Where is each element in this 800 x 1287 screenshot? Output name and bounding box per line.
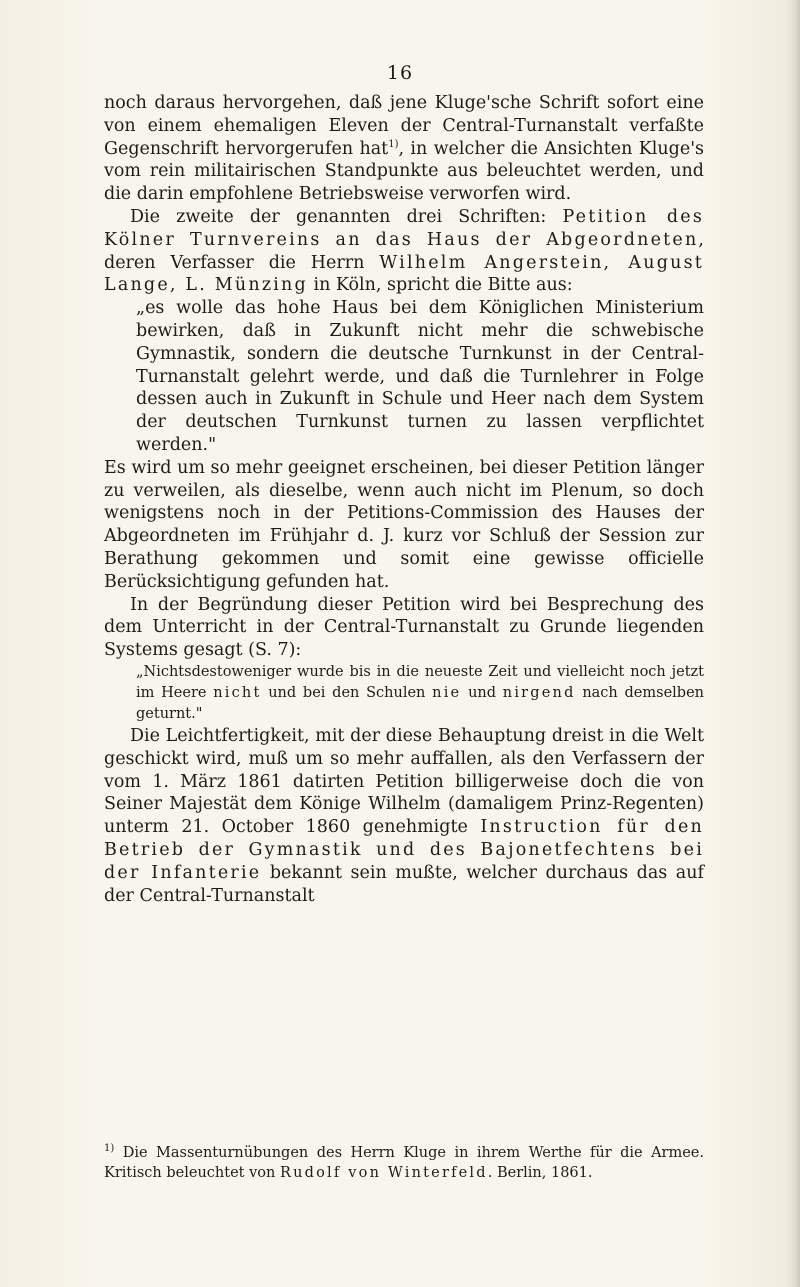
instruction-title: Instruction für den Betrieb der Gymnastik und des Bajonetfechtens bei der Infanterie [104,817,704,883]
petition-quote: „es wolle das hohe Haus bei dem Königlichen Ministerium bewirken, daß in Zukunft nicht mehr die schwebische Gymnastik, sondern die deutsche Turnkunst in der Central-Turnanstalt gelehrt werde, und daß die Turnlehrer in Folge dessen auch in Zukunft in Schule und Heer nach dem System der deutschen Turnkunst turnen zu lassen verpflichtet werden." [136,298,704,455]
paragraph-1-text: noch daraus hervorgehen, daß jene Kluge'sche Schrift sofort eine von einem ehemaligen Eleven der Central-Turnanstalt verfaßte Gegenschrift hervorgerufen hat [104,93,704,159]
footnote-text: Die Massenturnübungen des Herrn Kluge in ihrem Werthe für die Armee. Kritisch beleuchtet von [104,1145,704,1181]
paragraph-2-intro: Die zweite der genannten drei Schriften: [130,206,563,227]
paragraph-4: In der Begründung dieser Petition wird bei Besprechung des dem Unterricht in der Central-Turnanstalt zu Grunde liegenden Systems gesagt (S. 7): [104,594,704,661]
footnote-text-end: . Berlin, 1861. [487,1165,593,1181]
footnote-mark: 1) [104,1143,115,1155]
citation-emphasis-nirgend: nirgend [502,684,576,701]
citation-part-c: und bei den Schulen [261,684,433,701]
paragraph-1 [104,92,704,206]
paragraph-5-text: Die Leichtfertigkeit, mit der diese Behauptung dreist in die Welt geschickt wird, muß um so mehr auffallen, als den Verfassern der vom 1. März 1861 datirten Petition billigerweise doch die von Seiner Majestät dem Könige Wilhelm (damaligem Prinz-Regenten) unterm 21. October 1860 genehmigte [104,725,704,838]
footnote [104,1143,704,1183]
citation-emphasis-nicht: nicht [213,684,262,701]
paragraph-3: Es wird um so mehr geeignet erscheinen, bei dieser Petition länger zu verweilen, als dieselbe, wenn auch nicht im Plenum, so doch wenigstens noch in der Petitions-Commission des Hauses der Abgeordneten im Frühjahr d. J. kurz vor Schluß der Session zur Berathung gekommen und somit eine gewisse officielle Berücksichtigung gefunden hat. [104,457,704,592]
paragraph-5-end: bekannt sein mußte, welcher durchaus das auf der Central-Turnanstalt [104,862,704,906]
paragraph-2 [104,206,704,297]
footnote-author: Rudolf von Winterfeld [279,1165,488,1181]
paragraph-2-end: in Köln, spricht die Bitte aus: [307,275,573,296]
footnote-reference: 1) [388,138,399,150]
page-number: 16 [386,62,414,84]
page-edge-shadow [786,0,800,1287]
citation-part-a: „Nichtsdestoweniger wurde bis in die neueste Zeit und vielleicht noch jetzt im Heere [136,663,704,701]
petition-title: Petition des Kölner Turnvereins an das Haus der Abgeordneten [104,206,704,250]
petition-citation [104,662,704,725]
citation-part-g: nach demselben geturnt." [136,684,704,722]
citation-emphasis-nie: nie [432,684,462,701]
petition-authors: Wilhelm Angerstein, August Lange, L. Münzing [104,252,704,296]
paragraph-1-rest: , in welcher die Ansichten Kluge's vom rein militairischen Standpunkte aus beleuchtet werden, und die darin empfohlene Betriebsweise verworfen wird. [104,138,704,205]
paragraph-2-mid: , deren Verfasser die Herrn [104,229,704,273]
citation-part-e: und [461,684,503,701]
paragraph-5 [104,725,704,907]
body-text [104,92,704,907]
